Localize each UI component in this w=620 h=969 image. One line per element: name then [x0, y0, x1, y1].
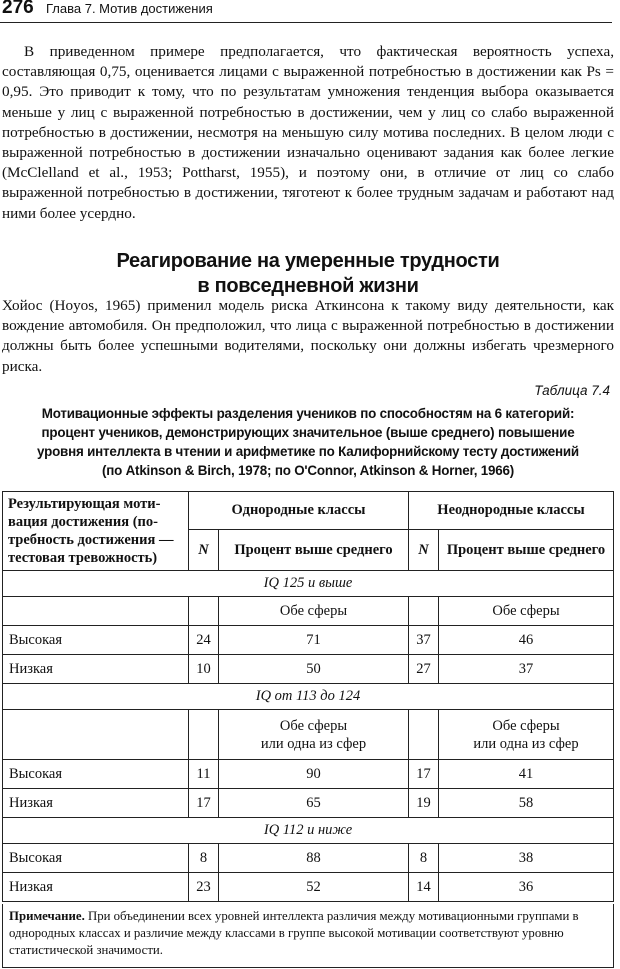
cell-n: 14 [409, 873, 439, 902]
table-title [2, 404, 614, 480]
table-row [3, 760, 614, 789]
page-number: 276 [2, 0, 34, 18]
cell-pct: 50 [219, 655, 409, 684]
cell-n: 24 [189, 626, 219, 655]
table-note [2, 904, 614, 968]
empty-cell [189, 710, 219, 760]
cell-pct: 37 [439, 655, 614, 684]
cell-pct: 58 [439, 789, 614, 818]
table-row [3, 655, 614, 684]
cell-n: 17 [409, 760, 439, 789]
cell-pct: 36 [439, 873, 614, 902]
empty-cell [409, 710, 439, 760]
section-heading [2, 249, 614, 299]
table-row [3, 844, 614, 873]
cell-pct: 38 [439, 844, 614, 873]
cell-n: 8 [409, 844, 439, 873]
col-header-n: N [189, 530, 219, 571]
heading-line-2: в повседневной жизни [197, 275, 419, 297]
heading-line-1: Реагирование на умеренные трудности [116, 250, 500, 272]
col-header-n: N [409, 530, 439, 571]
cell-n: 27 [409, 655, 439, 684]
cell-n: 11 [189, 760, 219, 789]
cell-n: 19 [409, 789, 439, 818]
page-header [0, 0, 612, 23]
row-label: Низкая [3, 655, 189, 684]
iq-band-header: IQ от 113 до 124 [3, 684, 614, 710]
paragraph-2: Хойос (Hoyos, 1965) применил модель риска Аткинсона к такому виду деятельности, как вождение автомобиля. Он предположил, что лица с выраженной потребностью в достижении должны быть более успешными водителями, поскольку они должны избегать чрезмерного риска. [2, 297, 614, 375]
table-title-line: Мотивационные эффекты разделения учеников по способностям на 6 категорий: [41, 406, 575, 421]
note-label: Примечание. [9, 909, 85, 923]
cell-pct: 71 [219, 626, 409, 655]
subject-scope: Обе сферы [439, 597, 614, 626]
row-label: Низкая [3, 789, 189, 818]
col-header-pct: Процент выше среднего [219, 530, 409, 571]
cell-pct: 90 [219, 760, 409, 789]
subject-scope: Обе сферы или одна из сфер [439, 710, 614, 760]
note-text: При объединении всех уровней интеллекта различия между мотивационными группами в однородных классах и различие между классами в группе высокой мотивации соответствуют уровню статистической значимости. [9, 909, 579, 957]
iq-band-header: IQ 112 и ниже [3, 818, 614, 844]
cell-n: 17 [189, 789, 219, 818]
cell-pct: 88 [219, 844, 409, 873]
cell-n: 37 [409, 626, 439, 655]
table-title-line: процент учеников, демонстрирующих значительное (выше среднего) повышение [41, 425, 575, 440]
cell-pct: 41 [439, 760, 614, 789]
empty-cell [3, 710, 189, 760]
cell-pct: 65 [219, 789, 409, 818]
cell-pct: 52 [219, 873, 409, 902]
col-header-pct: Процент выше среднего [439, 530, 614, 571]
data-table [2, 491, 614, 902]
empty-cell [189, 597, 219, 626]
subject-scope: Обе сферы [219, 597, 409, 626]
table-title-line: уровня интеллекта в чтении и арифметике по Калифорнийскому тесту достижений [37, 444, 579, 459]
empty-cell [3, 597, 189, 626]
table-title-line: (по Atkinson & Birch, 1978; по O'Connor, Atkinson & Horner, 1966) [101, 463, 515, 478]
paragraph-1: В приведенном примере предполагается, что фактическая вероятность успеха, составляющая 0,75, оценивается лицами с выраженной потребностью в достижении как Ps = 0,95. Это приводит к тому, что по результатам умножения тенденция выбора оказывается меньше у лиц с выраженной потребностью в достижении, чем у лиц со слабо выраженной потребностью в достижении, несмотря на меньшую силу мотива последних. В целом люди с выраженной потребностью в достижении изначально оценивают задания как более легкие (McClelland et al., 1953; Pottharst, 1955), и поэтому они, в отличие от лиц со слабо выраженной потребностью в достижении, тяготеют к более трудным задачам и работают над ними более усердно. [2, 43, 614, 222]
table-row [3, 626, 614, 655]
table-row [3, 873, 614, 902]
cell-n: 10 [189, 655, 219, 684]
cell-pct: 46 [439, 626, 614, 655]
col-group-heterogeneous: Неоднородные классы [409, 492, 614, 530]
table-label: Таблица 7.4 [534, 383, 610, 398]
row-label: Высокая [3, 760, 189, 789]
running-title: Глава 7. Мотив достижения [46, 1, 213, 16]
cell-n: 23 [189, 873, 219, 902]
row-label: Высокая [3, 626, 189, 655]
table-row [3, 789, 614, 818]
col-header-motivation: Результирующая моти- вация достижения (по- требность достижения — тестовая тревожность) [3, 492, 189, 571]
subject-scope: Обе сферы или одна из сфер [219, 710, 409, 760]
col-group-homogeneous: Однородные классы [189, 492, 409, 530]
empty-cell [409, 597, 439, 626]
row-label: Высокая [3, 844, 189, 873]
row-label: Низкая [3, 873, 189, 902]
cell-n: 8 [189, 844, 219, 873]
iq-band-header: IQ 125 и выше [3, 571, 614, 597]
